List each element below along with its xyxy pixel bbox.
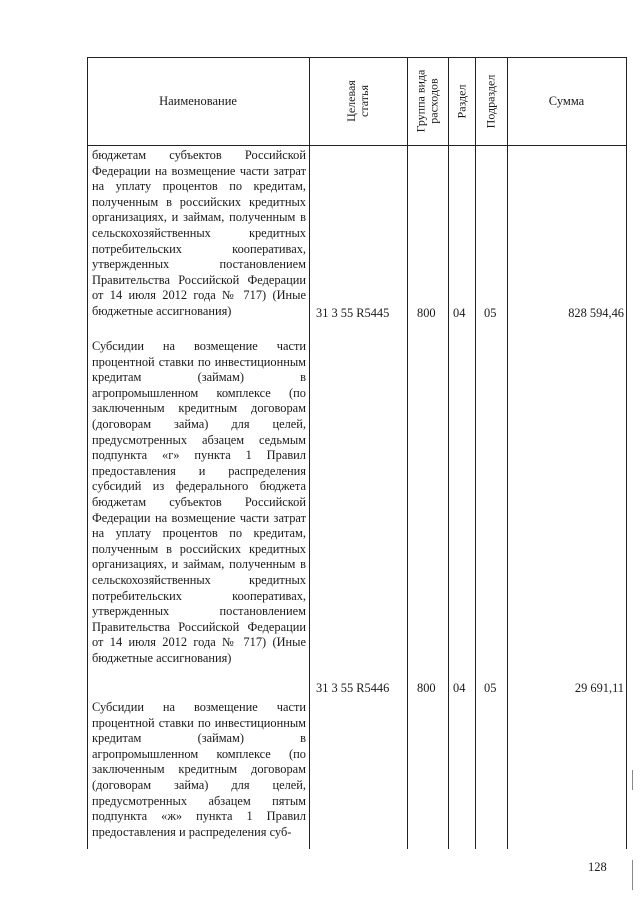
row-3-name: Субсидии на возмещение части процентной ставки по инвестиционным кредитам (займам) в агропромышленном комплексе (по заключенным кредитным договорам (договорам займа) для целей, предусмотренных абзацем пятым подпункта «ж» пункта 1 Правил предоставления и распределения суб- <box>92 700 306 839</box>
header-bottom-border <box>87 145 627 146</box>
column-divider-1 <box>309 57 310 849</box>
row-1-group: 800 <box>417 306 436 320</box>
table-right-border <box>626 57 627 849</box>
row-1-target: 31 3 55 R5445 <box>316 306 390 320</box>
scan-artifact <box>632 770 633 790</box>
table-left-border <box>87 57 88 849</box>
row-1-name: бюджетам субъектов Российской Федерации на возмещение части затрат на уплату процентов по кредитам, полученным в российских кредитных организациях, и займам, полученным в сельскохозяйственных кредитных потребительских кооперативах, утвержденных постановлением Правительства Российской Федерации от 14 июля 2012 года № 717) (Иные бюджетные ассигнования) <box>92 148 306 318</box>
scan-artifact <box>632 860 633 890</box>
row-1-section: 04 <box>453 306 466 320</box>
header-subsection: Подраздел <box>483 74 498 128</box>
row-1-sum: 828 594,46 <box>568 306 624 320</box>
row-1-subsection: 05 <box>484 306 497 320</box>
row-2-subsection: 05 <box>484 681 497 695</box>
column-divider-4 <box>475 57 476 849</box>
column-divider-2 <box>407 57 408 849</box>
column-divider-3 <box>448 57 449 849</box>
header-group: Группа вида расходов <box>413 69 441 133</box>
header-section: Раздел <box>454 84 469 118</box>
header-sum: Сумма <box>548 94 585 108</box>
column-divider-5 <box>507 57 508 849</box>
row-2-target: 31 3 55 R5446 <box>316 681 390 695</box>
row-2-sum: 29 691,11 <box>574 681 624 695</box>
header-name: Наименование <box>159 94 237 108</box>
row-2-group: 800 <box>417 681 436 695</box>
row-2-section: 04 <box>453 681 466 695</box>
row-2-name: Субсидии на возмещение части процентной ставки по инвестиционным кредитам (займам) в агропромышленном комплексе (по заключенным кредитным договорам (договорам займа) для целей, предусмотренных абзацем седьмым подпункта «г» пункта 1 Правил предоставления и распределения субсидий из федерального бюджета бюджетам субъектов Российской Федерации на возмещение части затрат на уплату процентов по кредитам, полученным в российских кредитных организациях, и займам, полученным в сельскохозяйственных кредитных потребительских кооперативах, утвержденных постановлением Правительства Российской Федерации от 14 июля 2012 года № 717) (Иные бюджетные ассигнования) <box>92 339 306 665</box>
header-target: Целевая статья <box>343 80 371 122</box>
page-number: 128 <box>588 860 607 874</box>
